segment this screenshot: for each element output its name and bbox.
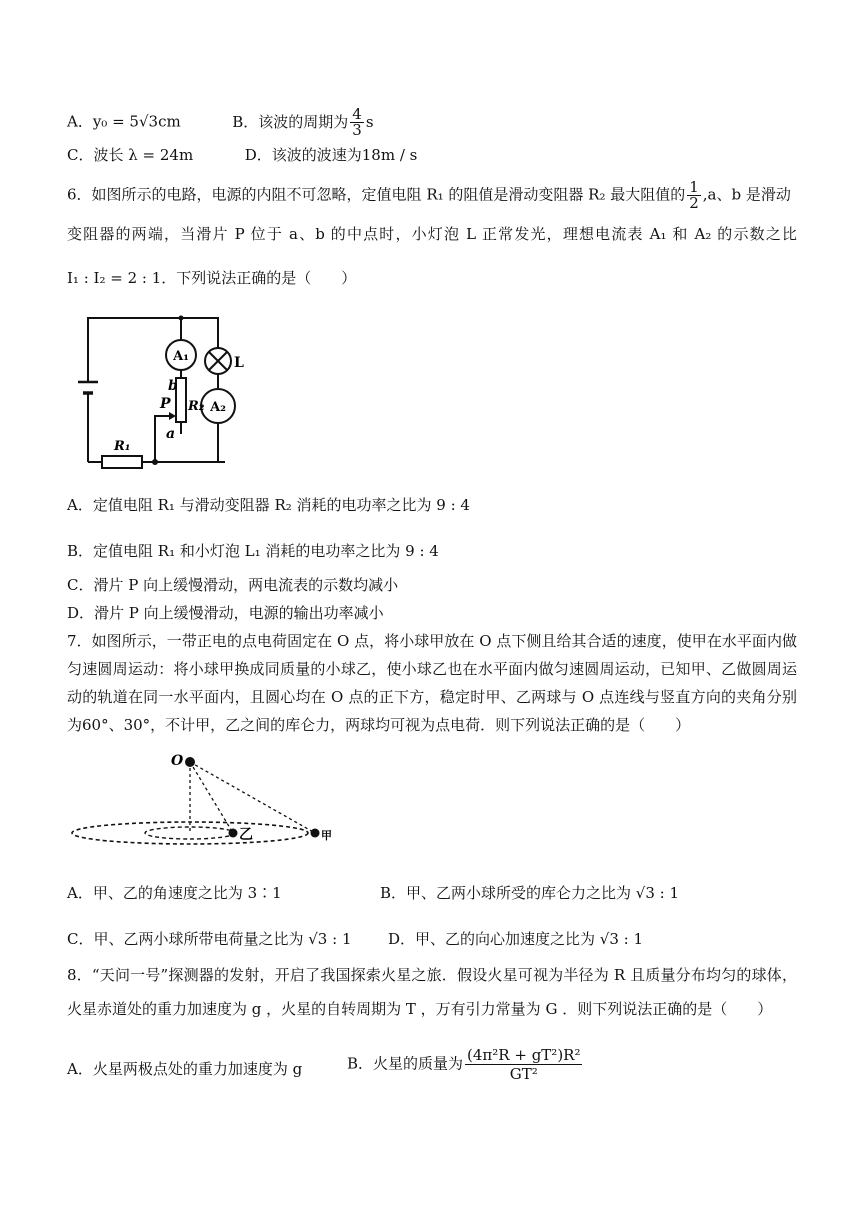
q7-stem-line1: 7．如图所示，一带正电的点电荷固定在 O 点，将小球甲放在 O 点下侧且给其合适的速度，使甲在水平面内做: [67, 632, 797, 650]
q7-ball-yi-dot: [229, 829, 238, 838]
q6-stem-line3: I₁ : I₂ = 2 : 1．下列说法正确的是（ ）: [67, 269, 357, 287]
q6-ammeter-a1-label: A₁: [173, 349, 189, 364]
q6-lamp-label: L: [234, 355, 244, 371]
q6-terminal-b-label: b: [168, 378, 178, 394]
q6-stem-line2: 变阻器的两端，当滑片 P 位于 a、b 的中点时，小灯泡 L 正常发光，理想电流表 A₁ 和 A₂ 的示数之比: [67, 225, 797, 243]
q6-r2-label: R₂: [188, 399, 205, 414]
q7-stem-line2: 匀速圆周运动：将小球甲换成同质量的小球乙，使小球乙也在水平面内做匀速圆周运动，已知甲、乙做圆周运: [67, 660, 797, 678]
q7-options-row1: [67, 883, 282, 903]
q7-point-o-label: O: [171, 753, 184, 769]
q6-option-c: C．滑片 P 向上缓慢滑动，两电流表的示数均减小: [67, 576, 399, 594]
q6-circuit-diagram: [70, 310, 245, 470]
q6-stem-line1: 6．如图所示的电路，电源的内阻不可忽略，定值电阻 R₁ 的阻值是滑动变阻器 R₂ 最大阻值的 $\frac{1}{2}$ ,a、b 是滑动: [67, 178, 791, 212]
q5-option-b: B．该波的周期为 $\frac{4}{3}$ s: [232, 105, 374, 139]
q6-ammeter-a2-label: A₂: [210, 400, 226, 415]
q8-mass-fraction: $\frac{\text{(4π²R + gT²)R²}}{\text{GT²}}$: [467, 1046, 581, 1083]
q5-option-d: D．该波的波速为18m / s: [244, 146, 418, 164]
q7-charge-o-dot: [185, 757, 195, 767]
q5-option-c: C．波长 λ = 24m: [67, 146, 194, 164]
q8-option-a: A．火星两极点处的重力加速度为 g: [67, 1060, 303, 1078]
q6-option-d: D．滑片 P 向上缓慢滑动，电源的输出功率减小: [67, 604, 384, 622]
q6-half-fraction: $\frac{1}{2}$: [689, 178, 699, 212]
q5-options-row2: [67, 145, 417, 165]
q7-stem-line4: 为60°、30°，不计甲，乙之间的库仑力，两球均可视为点电荷．则下列说法正确的是（ ）: [67, 716, 691, 734]
q6-r1-label: R₁: [114, 439, 131, 454]
q7-orbit-diagram: [65, 748, 355, 848]
q6-terminal-a-label: a: [166, 426, 176, 442]
q7-option-d: D．甲、乙的向心加速度之比为 √3 : 1: [388, 930, 644, 948]
q7-option-a: A．甲、乙的角速度之比为 3∶1: [67, 884, 282, 902]
q5-options-row1: [67, 107, 374, 138]
q5-option-a: A．y₀ = 5√3cm: [67, 112, 181, 131]
q8-stem-line1: 8．“天问一号”探测器的发射，开启了我国探索火星之旅．假设火星可视为半径为 R 且质量分布均匀的球体，: [67, 966, 797, 984]
q7-ball-jia-label: 甲: [321, 829, 332, 842]
q5-period-fraction: $\frac{4}{3}$: [352, 105, 362, 139]
q7-stem-line3: 动的轨道在同一水平面内，且圆心均在 O 点的正下方，稳定时甲、乙两球与 O 点连线与竖直方向的夹角分别: [67, 688, 797, 706]
q6-option-a: A．定值电阻 R₁ 与滑动变阻器 R₂ 消耗的电功率之比为 9 : 4: [67, 496, 470, 514]
q8-option-b: B．火星的质量为 $\frac{\text{(4π²R + gT²)R²}}{\text{GT²}}$: [347, 1046, 581, 1083]
q8-stem-line2: 火星赤道处的重力加速度为 g ，火星的自转周期为 T ，万有引力常量为 G ．则下列说法正确的是（ ）: [67, 1000, 773, 1018]
q7-ball-yi-label: 乙: [239, 827, 253, 843]
q6-option-b: B．定值电阻 R₁ 和小灯泡 L₁ 消耗的电功率之比为 9 : 4: [67, 542, 439, 560]
q7-option-b: B．甲、乙两小球所受的库仑力之比为 √3 : 1: [380, 884, 680, 902]
q6-slider-p-label: P: [160, 396, 171, 412]
q7-ball-jia-dot: [311, 829, 320, 838]
q7-option-c: C．甲、乙两小球所带电荷量之比为 √3 : 1: [67, 930, 352, 948]
